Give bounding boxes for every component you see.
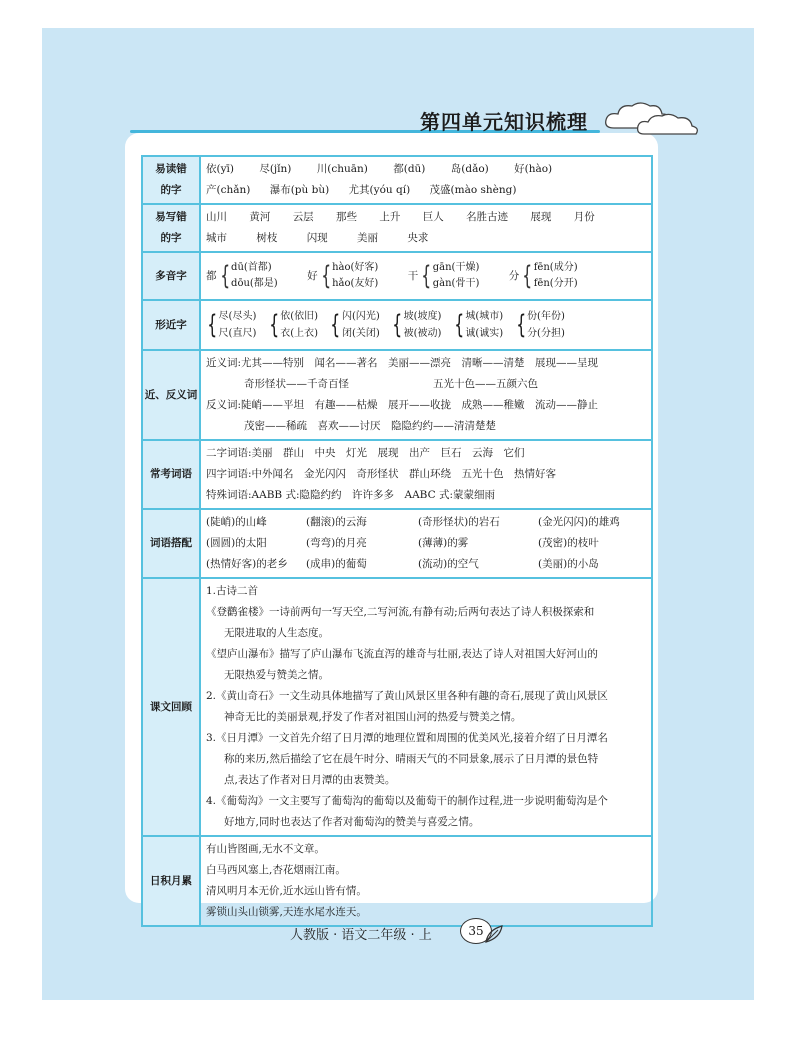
row-easy-misread bbox=[142, 156, 652, 204]
word: 央求 bbox=[407, 232, 429, 244]
similar-char: 尺(直尺) bbox=[218, 328, 257, 339]
similar-char: 被(被动) bbox=[403, 328, 442, 339]
collocation: (薄薄)的雾 bbox=[418, 537, 469, 549]
page-title: 第四单元知识梳理 bbox=[420, 110, 588, 134]
content-text-review bbox=[200, 578, 652, 836]
pron: fēn(分开) bbox=[533, 278, 578, 289]
pron: dōu(都是) bbox=[231, 278, 278, 289]
text-line: 称的来历,然后描绘了它在晨午时分、晴雨天气的不同景象,展示了日月潭的景色特 bbox=[224, 753, 599, 765]
pron-list bbox=[332, 260, 378, 292]
pair-list bbox=[404, 308, 442, 342]
word: 产(chǎn) bbox=[206, 184, 251, 196]
similar-char: 份(年份) bbox=[527, 311, 565, 322]
text-line: 点,表达了作者对日月潭的由衷赞美。 bbox=[224, 774, 396, 786]
pron-list bbox=[433, 260, 480, 292]
text-line: 4.《葡萄沟》一文主要写了葡萄沟的葡萄以及葡萄干的制作过程,进一步说明葡萄沟是个 bbox=[206, 795, 608, 807]
polyphone-group bbox=[206, 260, 278, 292]
footer-publisher: 人教版 · 语文二年级 · 上 bbox=[290, 928, 432, 943]
brace-icon: { bbox=[207, 310, 218, 340]
similar-char: 衣(上衣) bbox=[280, 328, 319, 339]
similar-char: 城(城市) bbox=[465, 311, 504, 322]
collocation-line bbox=[206, 533, 646, 554]
word-line bbox=[206, 228, 646, 249]
polyphone-char: 干 bbox=[407, 269, 419, 282]
word-line bbox=[206, 207, 646, 228]
similar-char: 闭(关闭) bbox=[341, 328, 380, 339]
similar-char: 分(分担) bbox=[527, 328, 565, 339]
similar-pair bbox=[453, 308, 503, 342]
word: 展现 bbox=[530, 211, 552, 223]
word: 瀑布(pù bù) bbox=[269, 184, 330, 196]
word: 树枝 bbox=[256, 232, 278, 244]
polyphone-group bbox=[408, 260, 480, 292]
similar-pair bbox=[391, 308, 441, 342]
content-polyphone bbox=[200, 252, 652, 300]
content-synonyms-antonyms bbox=[200, 350, 652, 440]
brace-icon: { bbox=[320, 261, 331, 291]
word: 岛(dǎo) bbox=[450, 163, 489, 175]
row-collocations bbox=[142, 509, 652, 578]
brace-icon: { bbox=[269, 310, 279, 340]
polyphone-char: 都 bbox=[206, 269, 217, 282]
text-line: 有山皆图画,无水不文章。 bbox=[206, 843, 325, 855]
row-daily-accumulation bbox=[142, 836, 652, 926]
similar-line bbox=[206, 308, 646, 342]
collocation: (陡峭)的山峰 bbox=[206, 516, 267, 528]
word: 云层 bbox=[292, 211, 314, 223]
brace-icon: { bbox=[219, 261, 230, 291]
similar-char: 诚(诚实) bbox=[465, 328, 504, 339]
word: 月份 bbox=[573, 211, 595, 223]
word: 山川 bbox=[206, 211, 227, 223]
word: 好(hào) bbox=[514, 163, 553, 175]
collocation: (金光闪闪)的雄鸡 bbox=[538, 516, 620, 528]
pair-list bbox=[219, 308, 257, 342]
brace-icon: { bbox=[454, 310, 465, 340]
leaf-icon bbox=[484, 924, 504, 944]
pron: gān(干燥) bbox=[432, 262, 480, 273]
word: 上升 bbox=[379, 211, 401, 223]
similar-char: 尽(尽头) bbox=[218, 311, 257, 322]
text-line: 反义词:陡峭——平坦 有趣——枯燥 展开——收拢 成熟——稚嫩 流动——静止 bbox=[206, 399, 599, 411]
text-line: 无限热爱与赞美之情。 bbox=[224, 669, 329, 681]
text-line: 茂密——稀疏 喜欢——讨厌 隐隐约约——清清楚楚 bbox=[244, 420, 496, 432]
polyphone-char: 分 bbox=[508, 269, 520, 282]
text-line: 特殊词语:AABB 式:隐隐约约 许许多多 AABC 式:蒙蒙细雨 bbox=[206, 489, 495, 501]
content-collocations bbox=[200, 509, 652, 578]
label-collocations: 词语搭配 bbox=[142, 509, 200, 578]
content-similar-chars bbox=[200, 300, 652, 350]
pron: gàn(骨干) bbox=[432, 278, 480, 289]
word: 依(yī) bbox=[206, 163, 234, 175]
collocation: (茂密)的枝叶 bbox=[538, 537, 599, 549]
text-line: 白马西风塞上,杏花烟雨江南。 bbox=[206, 864, 346, 876]
text-line: 《望庐山瀑布》描写了庐山瀑布飞流直泻的雄奇与壮丽,表达了诗人对祖国大好河山的 bbox=[206, 648, 598, 660]
text-line: 3.《日月潭》一文首先介绍了日月潭的地理位置和周围的优美风光,接着介绍了日月潭名 bbox=[206, 732, 608, 744]
text-line: 2.《黄山奇石》一文生动具体地描写了黄山风景区里各种有趣的奇石,展现了黄山风景区 bbox=[206, 690, 608, 702]
text-line: 近义词:尤其——特别 闻名——著名 美丽——漂亮 清晰——清楚 展现——呈现 bbox=[206, 357, 599, 369]
row-common-words bbox=[142, 440, 652, 509]
text-line: 奇形怪状——千奇百怪 五光十色——五颜六色 bbox=[244, 378, 538, 390]
label-line: 易写错 bbox=[155, 211, 187, 223]
row-polyphone bbox=[142, 252, 652, 300]
collocation: (翻滚)的云海 bbox=[306, 516, 367, 528]
label-common-words: 常考词语 bbox=[142, 440, 200, 509]
word: 那些 bbox=[336, 211, 358, 223]
word: 闪现 bbox=[306, 232, 328, 244]
brace-icon: { bbox=[421, 261, 432, 291]
label-line: 的字 bbox=[160, 184, 182, 196]
label-daily-accumulation: 日积月累 bbox=[142, 836, 200, 926]
pron: hǎo(友好) bbox=[332, 278, 379, 289]
brace-icon: { bbox=[522, 261, 533, 291]
collocation: (流动)的空气 bbox=[418, 558, 479, 570]
content-daily-accumulation bbox=[200, 836, 652, 926]
row-similar-chars bbox=[142, 300, 652, 350]
label-similar-chars: 形近字 bbox=[142, 300, 200, 350]
knowledge-table bbox=[141, 155, 653, 927]
text-line: 神奇无比的美丽景观,抒发了作者对祖国山河的热爱与赞美之情。 bbox=[224, 711, 522, 723]
word-line bbox=[206, 180, 646, 201]
brace-icon: { bbox=[330, 310, 341, 340]
collocation-line bbox=[206, 554, 646, 575]
polyphone-char: 好 bbox=[307, 269, 318, 282]
pron: hào(好客) bbox=[332, 262, 379, 273]
text-line: 好地方,同时也表达了作者对葡萄沟的赞美与喜爱之情。 bbox=[224, 816, 480, 828]
collocation: (美丽)的小岛 bbox=[538, 558, 599, 570]
polyphone-line bbox=[206, 260, 646, 292]
collocation: (圆圆)的太阳 bbox=[206, 537, 267, 549]
title-bar bbox=[130, 100, 670, 134]
word: 城市 bbox=[206, 232, 227, 244]
text-line: 二字词语:美丽 群山 中央 灯光 展现 出产 巨石 云海 它们 bbox=[206, 447, 525, 459]
word: 美丽 bbox=[357, 232, 379, 244]
label-easy-miswrite bbox=[142, 204, 200, 252]
label-line: 易读错 bbox=[155, 163, 187, 175]
pair-list bbox=[465, 308, 503, 342]
label-synonyms-antonyms: 近、反义词 bbox=[142, 350, 200, 440]
text-line: 四字词语:中外闻名 金光闪闪 奇形怪状 群山环绕 五光十色 热情好客 bbox=[206, 468, 557, 480]
pron-list bbox=[534, 260, 578, 292]
page-footer bbox=[290, 918, 510, 948]
content-easy-miswrite bbox=[200, 204, 652, 252]
collocation-line bbox=[206, 512, 646, 533]
word: 川(chuān) bbox=[316, 163, 368, 175]
word: 茂盛(mào shèng) bbox=[429, 184, 517, 196]
word-line bbox=[206, 159, 646, 180]
label-line: 的字 bbox=[160, 232, 182, 244]
text-line: 1.古诗二首 bbox=[206, 585, 259, 597]
collocation: (热情好客)的老乡 bbox=[206, 558, 288, 570]
polyphone-group bbox=[307, 260, 378, 292]
word: 黄河 bbox=[249, 211, 271, 223]
label-polyphone: 多音字 bbox=[142, 252, 200, 300]
collocation: (弯弯)的月亮 bbox=[306, 537, 367, 549]
word: 尽(jǐn) bbox=[259, 163, 292, 175]
collocation: (成串)的葡萄 bbox=[306, 558, 367, 570]
label-text-review: 课文回顾 bbox=[142, 578, 200, 836]
pair-list bbox=[527, 308, 565, 342]
similar-pair bbox=[268, 308, 318, 342]
text-line: 无限进取的人生态度。 bbox=[224, 627, 329, 639]
pron: dū(首都) bbox=[231, 262, 272, 273]
polyphone-group bbox=[509, 260, 578, 292]
word: 都(dū) bbox=[393, 163, 426, 175]
row-text-review bbox=[142, 578, 652, 836]
text-line: 清风明月本无价,近水远山皆有情。 bbox=[206, 885, 367, 897]
label-easy-misread bbox=[142, 156, 200, 204]
word: 巨人 bbox=[422, 211, 444, 223]
brace-icon: { bbox=[392, 310, 403, 340]
word: 名胜古迹 bbox=[466, 211, 509, 223]
similar-pair bbox=[329, 308, 379, 342]
text-line: 《登鹳雀楼》一诗前两句一写天空,二写河流,有静有动;后两句表达了诗人积极探索和 bbox=[206, 606, 595, 618]
brace-icon: { bbox=[515, 310, 526, 340]
collocation: (奇形怪状)的岩石 bbox=[418, 516, 500, 528]
text-line: 雾锁山头山锁雾,天连水尾水连天。 bbox=[206, 906, 367, 918]
cloud-icon bbox=[600, 98, 710, 138]
row-easy-miswrite bbox=[142, 204, 652, 252]
pron: fēn(成分) bbox=[533, 262, 578, 273]
page-number: 35 bbox=[460, 918, 492, 944]
similar-char: 依(依旧) bbox=[280, 311, 319, 322]
similar-pair bbox=[515, 308, 565, 342]
similar-char: 闪(闪光) bbox=[341, 311, 380, 322]
pron-list bbox=[231, 260, 278, 292]
similar-pair bbox=[206, 308, 256, 342]
row-synonyms-antonyms bbox=[142, 350, 652, 440]
word: 尤其(yóu qí) bbox=[348, 184, 411, 196]
similar-char: 坡(坡度) bbox=[403, 311, 442, 322]
pair-list bbox=[342, 308, 380, 342]
content-common-words bbox=[200, 440, 652, 509]
pair-list bbox=[280, 308, 318, 342]
content-easy-misread bbox=[200, 156, 652, 204]
